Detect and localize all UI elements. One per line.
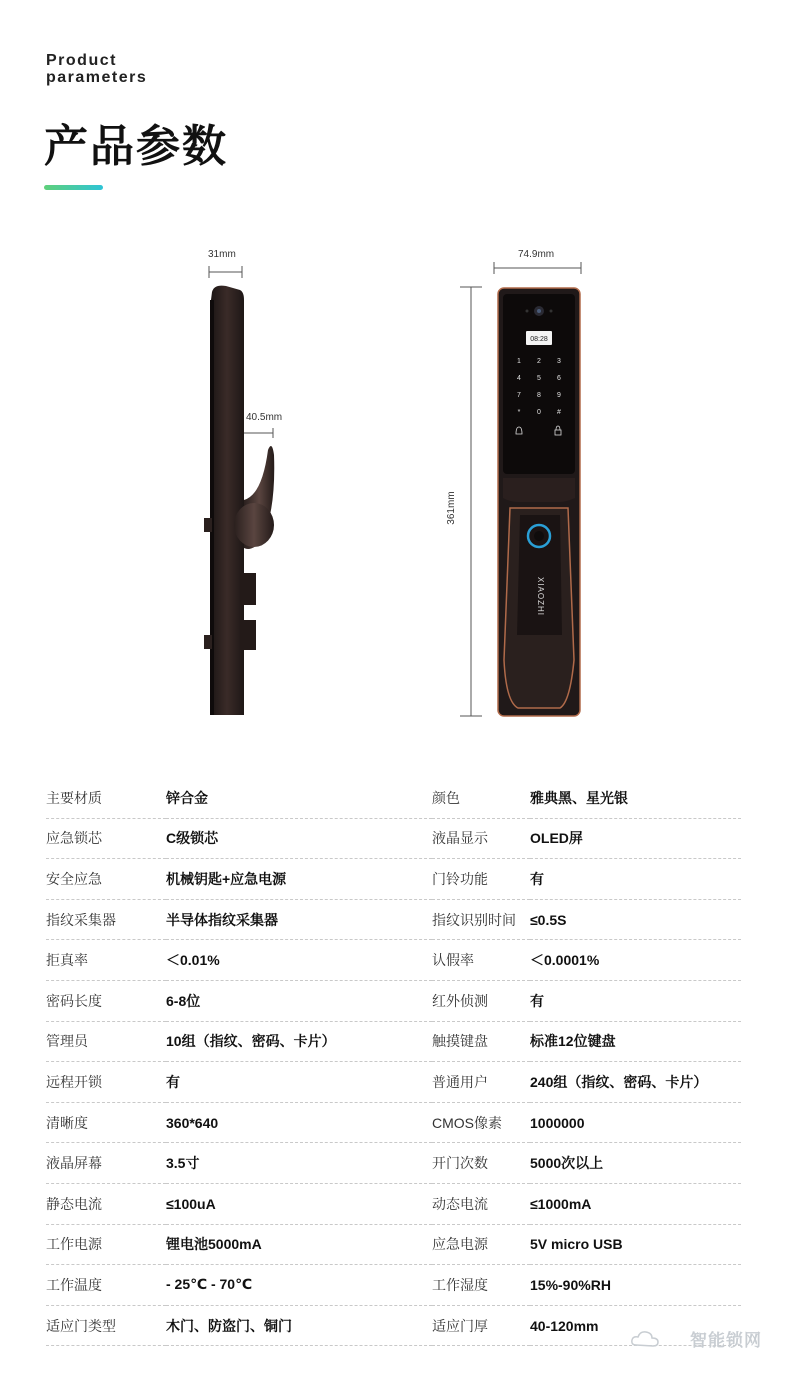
table-row: [46, 940, 741, 981]
table-row: [46, 1062, 741, 1103]
table-row: [46, 899, 741, 940]
spec-value: 锌合金: [166, 778, 432, 818]
brand-logo: XIAOZHI: [536, 577, 545, 617]
spec-label: CMOS像素: [432, 1102, 530, 1143]
table-row: [46, 818, 741, 859]
thickness-label: 31mm: [208, 249, 236, 260]
english-title-line-2: parameters: [46, 69, 148, 86]
spec-label: 应急电源: [432, 1224, 530, 1265]
spec-value: 雅典黑、星光银: [530, 778, 741, 818]
spec-label: 触摸键盘: [432, 1021, 530, 1062]
spec-value: ≤0.5S: [530, 899, 741, 940]
thickness-dimension: [208, 249, 242, 278]
spec-value: 360*640: [166, 1102, 432, 1143]
spec-value: 3.5寸: [166, 1143, 432, 1184]
spec-label: 应急锁芯: [46, 818, 166, 859]
width-dimension: [494, 249, 581, 274]
spec-value: ≤100uA: [166, 1183, 432, 1224]
title-accent-bar: [44, 185, 103, 190]
spec-value: ＜0.0001%: [530, 940, 741, 981]
spec-value: 240组（指纹、密码、卡片）: [530, 1062, 741, 1103]
spec-value: 木门、防盗门、铜门: [166, 1305, 432, 1346]
table-row: [46, 1183, 741, 1224]
spec-value: 半导体指纹采集器: [166, 899, 432, 940]
width-label: 74.9mm: [518, 249, 555, 260]
spec-value: 锂电池5000mA: [166, 1224, 432, 1265]
spec-label: 门铃功能: [432, 859, 530, 900]
lock-front-view: [498, 288, 580, 716]
table-row: [46, 1224, 741, 1265]
table-row: [46, 1102, 741, 1143]
spec-label: 静态电流: [46, 1183, 166, 1224]
height-dimension: [446, 287, 482, 716]
spec-label: 拒真率: [46, 940, 166, 981]
key-2: 2: [537, 358, 541, 365]
spec-label: 适应门类型: [46, 1305, 166, 1346]
key-9: 9: [557, 392, 561, 399]
lock-screen-time: 08:28: [530, 336, 548, 343]
spec-value: 15%-90%RH: [530, 1265, 741, 1306]
spec-value: 5000次以上: [530, 1143, 741, 1184]
spec-table-body: [46, 778, 741, 1346]
table-row: [46, 1021, 741, 1062]
spec-value: ＜0.01%: [166, 940, 432, 981]
spec-value: 机械钥匙+应急电源: [166, 859, 432, 900]
spec-value: 有: [530, 980, 741, 1021]
english-title: [46, 52, 147, 86]
page-title: 产品参数: [44, 121, 228, 172]
spec-label: 主要材质: [46, 778, 166, 818]
spec-value: 有: [530, 859, 741, 900]
spec-value: 10组（指纹、密码、卡片）: [166, 1021, 432, 1062]
key-5: 5: [537, 375, 541, 382]
handle-depth-dimension: [244, 412, 282, 438]
key-1: 1: [517, 358, 521, 365]
watermark-cloud-icon: [630, 1327, 662, 1351]
spec-value: 6-8位: [166, 980, 432, 1021]
table-row: [46, 1265, 741, 1306]
spec-label: 颜色: [432, 778, 530, 818]
spec-value: 1000000: [530, 1102, 741, 1143]
spec-label: 安全应急: [46, 859, 166, 900]
spec-label: 开门次数: [432, 1143, 530, 1184]
key-3: 3: [557, 358, 561, 365]
height-label: 361mm: [446, 491, 457, 525]
spec-label: 液晶屏幕: [46, 1143, 166, 1184]
spec-value: - 25℃ - 70℃: [166, 1265, 432, 1306]
spec-value: 5V micro USB: [530, 1224, 741, 1265]
spec-value: 标准12位键盘: [530, 1021, 741, 1062]
key-hash: #: [557, 409, 561, 416]
spec-label: 清晰度: [46, 1102, 166, 1143]
spec-label: 动态电流: [432, 1183, 530, 1224]
spec-label: 普通用户: [432, 1062, 530, 1103]
spec-value: 40-120mm: [530, 1305, 741, 1346]
spec-value: ≤1000mA: [530, 1183, 741, 1224]
spec-label: 工作温度: [46, 1265, 166, 1306]
spec-label: 工作电源: [46, 1224, 166, 1265]
spec-label: 红外侦测: [432, 980, 530, 1021]
table-row: [46, 1143, 741, 1184]
spec-label: 密码长度: [46, 980, 166, 1021]
key-0: 0: [537, 409, 541, 416]
spec-value: 有: [166, 1062, 432, 1103]
key-6: 6: [557, 375, 561, 382]
spec-value: C级锁芯: [166, 818, 432, 859]
key-7: 7: [517, 392, 521, 399]
spec-label: 液晶显示: [432, 818, 530, 859]
table-row: [46, 778, 741, 818]
product-illustration: [0, 240, 790, 730]
spec-table: [46, 778, 741, 1346]
table-row: [46, 980, 741, 1021]
key-star: *: [517, 409, 521, 416]
lock-side-view: [204, 286, 274, 715]
english-title-line-1: Product: [46, 52, 117, 69]
spec-value: OLED屏: [530, 818, 741, 859]
key-4: 4: [517, 375, 521, 382]
spec-label: 管理员: [46, 1021, 166, 1062]
watermark-text: 智能锁网: [690, 1331, 762, 1350]
spec-label: 远程开锁: [46, 1062, 166, 1103]
spec-label: 指纹采集器: [46, 899, 166, 940]
spec-label: 工作湿度: [432, 1265, 530, 1306]
handle-depth-label: 40.5mm: [246, 412, 283, 423]
key-8: 8: [537, 392, 541, 399]
spec-label: 指纹识别时间: [432, 899, 530, 940]
spec-label: 认假率: [432, 940, 530, 981]
table-row: [46, 859, 741, 900]
spec-label: 适应门厚: [432, 1305, 530, 1346]
